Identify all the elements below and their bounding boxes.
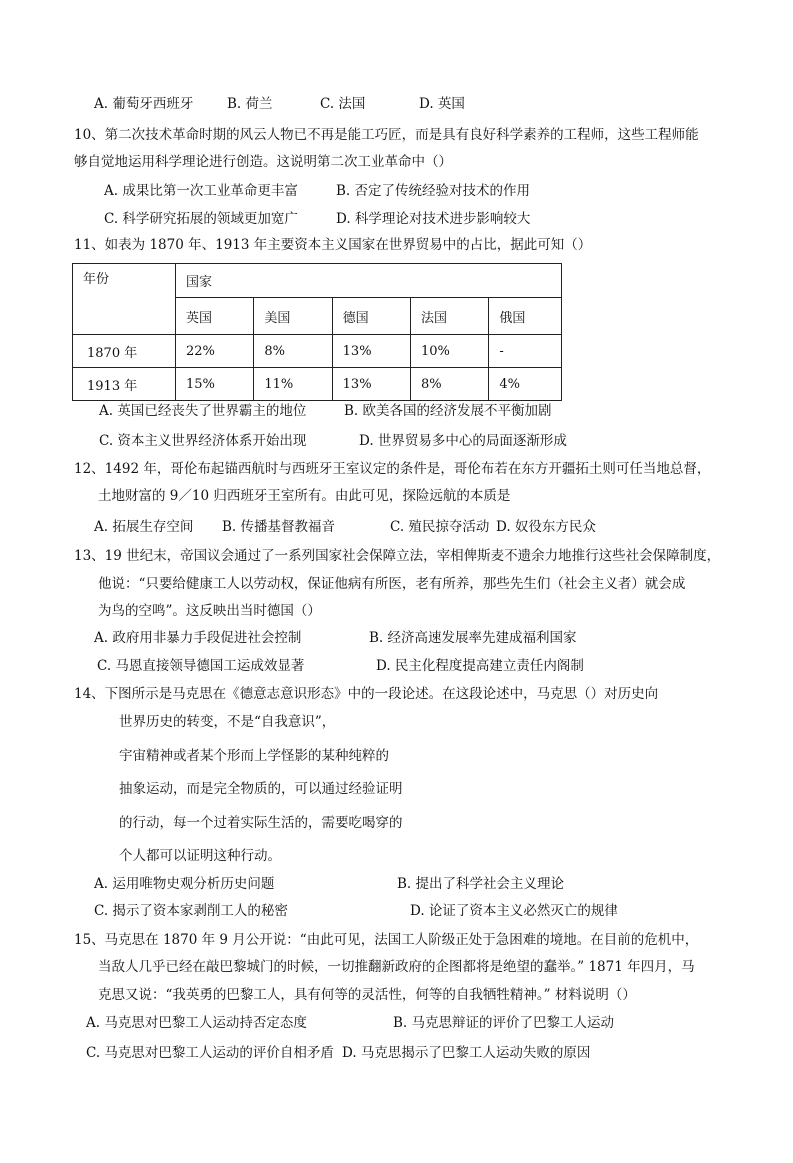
q11-option-c: C. 资本主义世界经济体系开始出现 [99,433,307,449]
q14-option-b: B. 提出了科学社会主义理论 [397,876,565,892]
q12-option-c: C. 殖民掠夺活动 [390,519,490,535]
q14-stem: 14、下图所示是马克思在《德意志意识形态》中的一段论述。在这段论述中，马克思（）对历史向 [74,686,659,702]
cell: 15% [176,368,254,401]
q14-quote-line5: 个人都可以证明这种行动。 [119,848,281,864]
q9-option-a: A. 葡萄牙西班牙 [94,96,194,112]
q14-option-c: C. 揭示了资本家剥削工人的秘密 [94,903,288,919]
q9-option-d: D. 英国 [419,96,465,112]
q15-stem-line2: 当敌人几乎已经在敲巴黎城门的时候，一切推翻新政府的企图都将是绝望的蠢举。” 1871 年四月，马 [98,959,695,975]
cell: 8% [254,335,332,368]
q15-option-a: A. 马克思对巴黎工人运动持否定态度 [86,1015,307,1031]
cell: 8% [410,368,488,401]
q14-option-a: A. 运用唯物史观分析历史问题 [94,876,275,892]
q9-option-b: B. 荷兰 [227,96,273,112]
cell: 13% [332,368,410,401]
q12-option-b: B. 传播基督教福音 [222,519,336,535]
row-year: 1913 年 [73,368,176,401]
table-row [73,335,562,368]
q14-quote-line1: 世界历史的转变，不是“自我意识”， [119,714,336,730]
q14-quote-line3: 抽象运动，而是完全物质的，可以通过经验证明 [119,781,403,797]
country-de: 德国 [332,298,410,335]
q12-stem-line2: 土地财富的 9／10 归西班牙王室所有。由此可见，探险远航的本质是 [98,488,511,504]
q13-option-a: A. 政府用非暴力手段促进社会控制 [94,630,302,646]
cell: 13% [332,335,410,368]
q15-option-c: C. 马克思对巴黎工人运动的评价自相矛盾 [86,1045,334,1061]
q14-quote-line2: 宇宙精神或者某个形而上学怪影的某种纯粹的 [119,748,389,764]
q13-stem-line1: 13、19 世纪末，帝国议会通过了一系列国家社会保障立法，宰相俾斯麦不遗余力地推行这些社会保障制度， [74,548,721,564]
q13-option-c: C. 马恩直接领导德国工运成效显著 [97,658,305,674]
q11-option-a: A. 英国已经丧失了世界霸主的地位 [99,403,307,419]
trade-share-table [72,263,562,401]
q15-option-d: D. 马克思揭示了巴黎工人运动失败的原因 [342,1045,591,1061]
q10-option-d: D. 科学理论对技术进步影响较大 [336,211,531,227]
q10-option-c: C. 科学研究拓展的领域更加宽广 [104,211,298,227]
row-year: 1870 年 [73,335,176,368]
q12-stem-line1: 12、1492 年，哥伦布起锚西航时与西班牙王室议定的条件是，哥伦布若在东方开疆拓土则可任当地总督， [74,461,711,477]
q13-option-d: D. 民主化程度提高建立责任内阁制 [376,658,584,674]
q13-stem-line3: 为鸟的空鸣”。这反映出当时德国（） [98,603,321,619]
q9-option-c: C. 法国 [320,96,366,112]
cell: 22% [176,335,254,368]
q12-option-a: A. 拓展生存空间 [94,519,194,535]
country-us: 美国 [254,298,332,335]
cell: 10% [410,335,488,368]
country-fr: 法国 [410,298,488,335]
q14-quote-line4: 的行动，每一个过着实际生活的，需要吃喝穿的 [119,815,403,831]
q10-stem-line1: 10、第二次技术革命时期的风云人物已不再是能工巧匠，而是具有良好科学素养的工程师，这些工程师能 [74,127,699,143]
q15-stem-line1: 15、马克思在 1870 年 9 月公开说：“由此可见，法国工人阶级正处于急困难的境地。在目前的危机中， [74,932,699,948]
q10-option-b: B. 否定了传统经验对技术的作用 [336,183,531,199]
table-row [73,368,562,401]
q10-option-a: A. 成果比第一次工业革命更丰富 [104,183,298,199]
table-header-year: 年份 [73,264,176,335]
cell: - [489,335,562,368]
q11-stem: 11、如表为 1870 年、1913 年主要资本主义国家在世界贸易中的占比，据此可知（） [74,237,592,253]
q14-option-d: D. 论证了资本主义必然灭亡的规律 [410,903,618,919]
country-uk: 英国 [176,298,254,335]
q13-option-b: B. 经济高速发展率先建成福利国家 [369,630,577,646]
q11-option-b: B. 欧美各国的经济发展不平衡加剧 [344,403,552,419]
q13-stem-line2: 他说：“只要给健康工人以劳动权，保证他病有所医，老有所养，那些先生们（社会主义者）就会成 [98,576,686,592]
q10-stem-line2: 够自觉地运用科学理论进行创造。这说明第二次工业革命中（） [74,154,452,170]
table-header-country: 国家 [176,264,562,298]
q15-stem-line3: 克思又说：“我英勇的巴黎工人，具有何等的灵活性，何等的自我牺牲精神。” 材料说明（） [98,987,636,1003]
cell: 4% [489,368,562,401]
cell: 11% [254,368,332,401]
q12-option-d: D. 奴役东方民众 [496,519,596,535]
q11-option-d: D. 世界贸易多中心的局面逐渐形成 [359,433,567,449]
q15-option-b: B. 马克思辩证的评价了巴黎工人运动 [393,1015,615,1031]
country-ru: 俄国 [489,298,562,335]
